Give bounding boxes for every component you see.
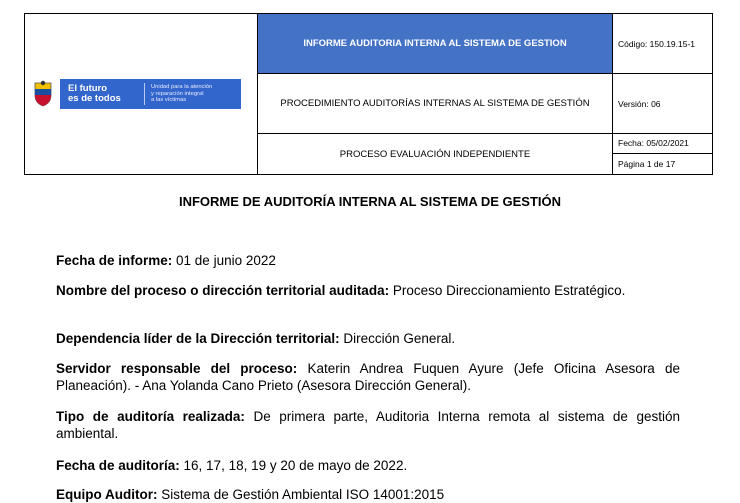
procedure-title-cell: PROCEDIMIENTO AUDITORÍAS INTERNAS AL SISTEMA DE GESTIÓN: [258, 74, 613, 134]
document-date: Fecha: 05/02/2021: [613, 134, 712, 154]
field-dependencia-lider: [56, 330, 680, 347]
field-fecha-auditoria: [56, 457, 680, 474]
field-fecha-informe: [56, 252, 680, 269]
entity-line-1: Unidad para la atención: [151, 84, 213, 91]
field-value: Katerin Andrea Fuquen Ayure (Jefe Oficina Asesora de Planeación). - Ana Yolanda Cano Prieto (Asesora Dirección General).: [56, 361, 680, 393]
document-title: INFORME DE AUDITORÍA INTERNA AL SISTEMA DE GESTIÓN: [178, 194, 562, 209]
field-equipo-auditor: [56, 486, 680, 503]
field-value: Sistema de Gestión Ambiental ISO 14001:2015: [157, 487, 445, 502]
report-title-cell: INFORME AUDITORIA INTERNA AL SISTEMA DE GESTION: [258, 14, 613, 74]
field-label: Fecha de auditoría:: [56, 458, 180, 473]
entity-line-3: a las víctimas: [151, 97, 187, 104]
slogan-line-1: El futuro: [68, 83, 108, 94]
coat-of-arms-icon: [32, 80, 54, 108]
field-value: De primera parte, Auditoria Interna remota al sistema de gestión ambiental.: [56, 409, 680, 441]
field-value: 16, 17, 18, 19 y 20 de mayo de 2022.: [179, 458, 408, 473]
document-header-table: [24, 13, 713, 175]
process-title-cell: PROCESO EVALUACIÓN INDEPENDIENTE: [258, 134, 613, 175]
entity-line-2: y reparación integral: [151, 90, 204, 97]
logo-slogan: [68, 84, 138, 104]
logo-entity-name: [151, 84, 233, 104]
field-servidor-responsable: [56, 360, 680, 394]
institution-logo: [32, 77, 246, 111]
document-version: Versión: 06: [613, 74, 713, 134]
field-value: Proceso Direccionamiento Estratégico.: [389, 283, 626, 298]
field-label: Nombre del proceso o dirección territorial auditada:: [56, 283, 390, 298]
field-label: Servidor responsable del proceso:: [56, 361, 298, 376]
date-page-cell: [613, 134, 713, 175]
logo-divider: [144, 83, 145, 105]
field-tipo-auditoria: [56, 408, 680, 442]
field-value: Dirección General.: [339, 331, 456, 346]
logo-cell: [25, 14, 258, 175]
field-value: 01 de junio 2022: [172, 253, 276, 268]
field-label: Equipo Auditor:: [56, 487, 158, 502]
field-nombre-proceso: [56, 282, 680, 299]
document-code: Código: 150.19.15-1: [613, 14, 713, 74]
field-label: Dependencia líder de la Dirección territorial:: [56, 331, 340, 346]
logo-blue-block: [60, 79, 241, 109]
page-number: Página 1 de 17: [618, 159, 676, 169]
slogan-line-2: es de todos: [68, 93, 121, 104]
field-label: Fecha de informe:: [56, 253, 173, 268]
field-label: Tipo de auditoría realizada:: [56, 409, 245, 424]
